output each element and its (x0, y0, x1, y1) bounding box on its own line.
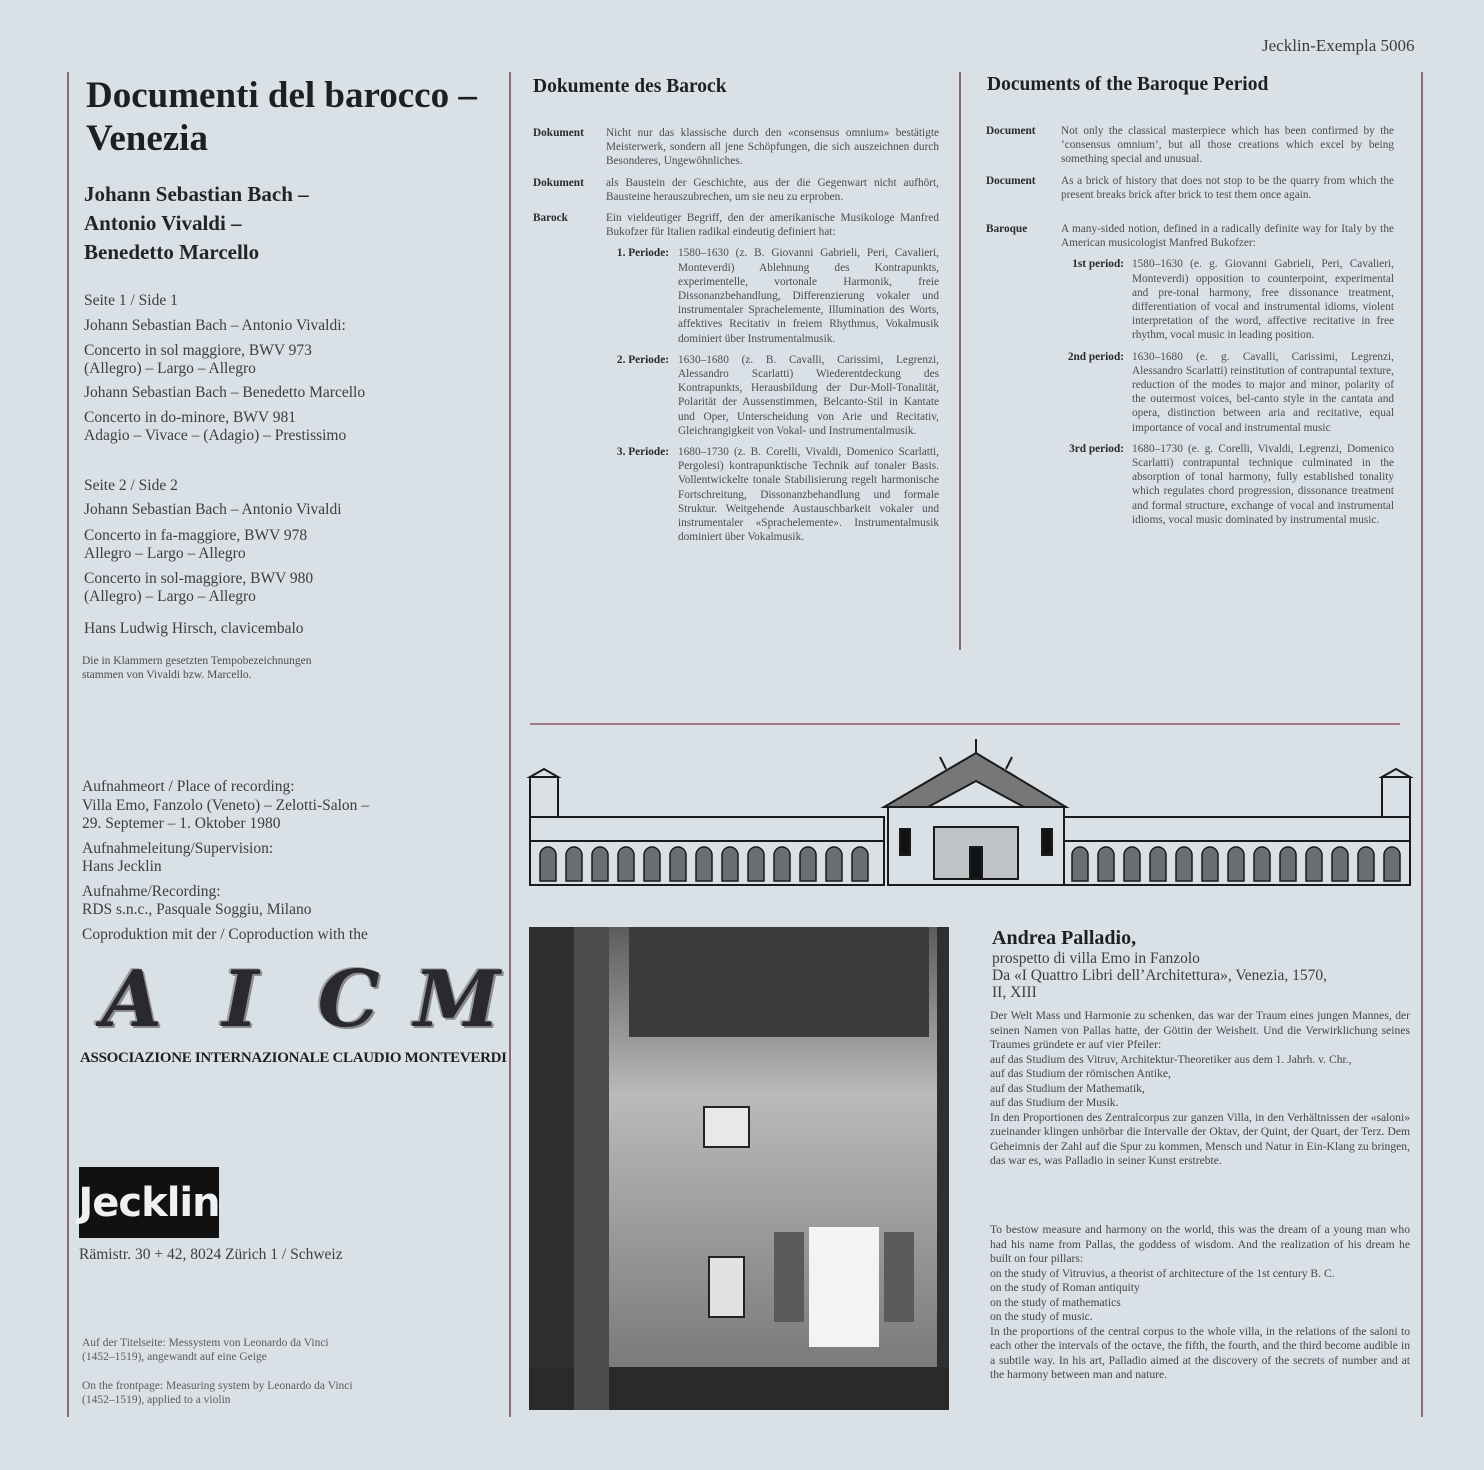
period-row (533, 353, 939, 438)
side1-work2-movements: Adagio – Vivace – (Adagio) – Prestissimo (84, 427, 347, 444)
palladio-subtitle-1: prospetto di villa Emo in Fanzolo (992, 950, 1200, 967)
composers (84, 180, 309, 267)
definition-row (986, 174, 1394, 202)
villa-emo-salon-photo (529, 927, 949, 1410)
recording-label: Aufnahme/Recording: (82, 882, 221, 900)
jecklin-logo: Jecklin (79, 1167, 219, 1238)
period-label: 3rd period: (1069, 442, 1124, 455)
palladio-de-pillar: auf das Studium des Vitruv, Architektur-Theoretiker aus dem 1. Jahrh. v. Chr., (990, 1052, 1352, 1066)
palladio-title: Andrea Palladio, (992, 927, 1137, 949)
cover-credit-english (82, 1379, 502, 1407)
period-row (533, 246, 939, 345)
side1-label: Seite 1 / Side 1 (84, 292, 178, 309)
aicm-letter-m: M (413, 953, 501, 1045)
palladio-german-text (990, 1009, 1410, 1169)
definition-term: Dokument (533, 127, 584, 139)
palladio-subtitle (992, 950, 1412, 1001)
cover-credit-german (82, 1336, 502, 1364)
aicm-letter-c: C (317, 953, 380, 1045)
tempo-note-line-2: stammen von Vivaldi bzw. Marcello. (82, 669, 252, 681)
catalog-number: Jecklin-Exempla 5006 (1262, 36, 1415, 55)
palladio-en-paragraph: In the proportions of the central corpus to the whole villa, in the relations of the saloni to each other the intervals of the octave, the fifth, the fourth, and the third become audible in a subtile way. In his art, Palladio aimed at the discovery of the secrets of number and at the harmony between man and nature. (990, 1324, 1410, 1381)
period-text: 1680–1730 (z. B. Corelli, Vivaldi, Domenico Scarlatti, Pergolesi) kontrapunktische Technik auf tonaler Basis. Vollentwickelte tonale Stabilisierung regelt harmonische Fortschreitung, Dissonanzbehandlung und formale Struktur. Weitgehende Austauschbarkeit vokaler und instrumentaler «Sprachelemente». Instrumentalmusik dominiert über Vokalmusik. (678, 446, 939, 544)
side1-work2-composer: Johann Sebastian Bach – Benedetto Marcello (84, 384, 366, 401)
definition-text: Nicht nur das klassische durch den «consensus omnium» bestätigte Meisterwerk, sondern all jene Schöpfungen, die sich auszeichnen durch Besonderes, Ungewöhnliches. (606, 127, 939, 168)
period-text: 1580–1630 (e. g. Giovanni Gabrieli, Peri, Cavalieri, Monteverdi) opposition to counterpoint, experimental and pre-tonal harmony, free dissonance treatment, differentiation of vocal and instrumental idioms, violent interpretation of the word, affective recitative in free rhythm, vocal music in leading position. (1132, 258, 1394, 342)
definition-term: Document (986, 125, 1036, 137)
definition-row (533, 176, 939, 204)
side2-composer: Johann Sebastian Bach – Antonio Vivaldi (84, 501, 342, 518)
period-label: 1st period: (1072, 258, 1124, 271)
definition-term: Document (986, 174, 1036, 187)
aicm-monogram (82, 955, 507, 1045)
composer-marcello: Benedetto Marcello (84, 240, 260, 264)
definition-row (533, 126, 939, 169)
definition-text: Not only the classical masterpiece which has been confirmed by the ‘consensus omnium’, but all those creations which excel by being something special and unusual. (1061, 125, 1394, 166)
recording-info (82, 778, 512, 950)
definition-term: Barock (533, 212, 568, 225)
period-row (533, 445, 939, 544)
definition-text: als Baustein der Geschichte, aus der die Gegenwart nicht aufhört, Bausteine herauszubrechen, um sie neu zu erproben. (606, 176, 939, 203)
composer-vivaldi: Antonio Vivaldi – (84, 211, 242, 235)
palladio-english-text (990, 1223, 1410, 1383)
palladio-de-pillar: auf das Studium der Musik. (990, 1096, 1119, 1109)
label-address: Rämistr. 30 + 42, 8024 Zürich 1 / Schweiz (79, 1246, 343, 1263)
side1-work1-composer: Johann Sebastian Bach – Antonio Vivaldi: (84, 317, 346, 334)
cover-credit-en-line-2: (1452–1519), applied to a violin (82, 1394, 231, 1406)
palladio-subtitle-2: Da «I Quattro Libri dell’Architettura», Venezia, 1570, (992, 967, 1328, 984)
period-text: 1630–1680 (z. B. Cavalli, Carissimi, Legrenzi, Alessandro Scarlatti) Wiederentdeckung des Kontrapunkts, Herausbildung der Dur-Moll-Tonalität, Polarität der Aussenstimmen, Belcanto-Stil in Kantate und Oper, Unterscheidung von Arie und Recitativ, Gleichrangigkeit von Vokal- und Instrumentalmusik. (678, 353, 939, 437)
definition-term: Baroque (986, 223, 1028, 236)
palladio-de-paragraph: In den Proportionen des Zentralcorpus zur ganzen Villa, in den Verhältnissen der «saloni» zueinander klingen unhörbar die Intervalle der Oktav, der Quint, der Quart, der Terz. Dem Geheimnis der Zahl auf die Spur zu kommen, Mensch und Natur in Ein-Klang zu bringen, das war es, was Palladio in seiner Kunst erstrebte. (990, 1110, 1410, 1167)
palladio-de-paragraph: Der Welt Mass und Harmonie zu schenken, das war der Traum eines jungen Mannes, der seinen Namen von Pallas hatte, der Göttin der Weisheit. Und die Verwirklichung seines Traumes gründete er auf vier Pfeiler: (990, 1009, 1410, 1051)
aicm-letter-i: I (222, 953, 259, 1045)
english-definitions (986, 124, 1394, 534)
supervision-label: Aufnahmeleitung/Supervision: (82, 839, 274, 857)
tempo-note-line-1: Die in Klammern gesetzten Tempobezeichnungen (82, 655, 312, 667)
performer: Hans Ludwig Hirsch, clavicembalo (84, 620, 304, 637)
composer-bach: Johann Sebastian Bach – (84, 182, 309, 206)
palladio-de-pillar: auf das Studium der römischen Antike, (990, 1067, 1171, 1080)
cover-credit-en-line-1: On the frontpage: Measuring system by Leonardo da Vinci (82, 1380, 353, 1392)
supervision-value: Hans Jecklin (82, 858, 162, 875)
period-row (986, 350, 1394, 435)
side1-work2-title: Concerto in do-minore, BWV 981 (84, 409, 296, 426)
period-text: 1680–1730 (e. g. Corelli, Vivaldi, Legrenzi, Domenico Scarlatti) contrapuntal technique culminated in the absorption of tonal harmony, fully established tonality which regulates chord progression, dissonance treatment and formal structure, exchange of vocal and instrumental idioms, vocal music dominated by instrumental music. (1132, 442, 1394, 526)
palladio-en-pillar: on the study of Roman antiquity (990, 1281, 1140, 1294)
german-definitions (533, 126, 939, 551)
period-text: 1580–1630 (z. B. Giovanni Gabrieli, Peri, Cavalieri, Monteverdi) Ablehnung des Kontrapunkts, experimentelle, vortonale Harmonik, freie Dissonanzbehandlung, Differenzierung vokaler und instrumentaler Sprachelemente, Illumination des Worts, affektives Recitativ in freiem Rhythmus, Vokalmusik dominiert über Instrumentalmusik. (678, 247, 939, 345)
right-rule (1421, 72, 1423, 1417)
palladio-en-pillar: on the study of music. (990, 1310, 1093, 1323)
villa-emo-drawing (526, 735, 1414, 890)
section-rule (530, 723, 1400, 725)
palladio-en-paragraph: To bestow measure and harmony on the world, this was the dream of a young man who had his name from Pallas, the goddess of wisdom. And the realization of his dream he built on four pillars: (990, 1223, 1410, 1265)
palladio-de-pillar: auf das Studium der Mathematik, (990, 1081, 1145, 1095)
german-heading: Dokumente des Barock (533, 76, 727, 97)
recording-value: RDS s.n.c., Pasquale Soggiu, Milano (82, 901, 312, 918)
definition-text: A many-sided notion, defined in a radically definite way for Italy by the American musicologist Manfred Bukofzer: (1061, 223, 1394, 250)
cover-credit-de-line-2: (1452–1519), angewandt auf eine Geige (82, 1351, 267, 1363)
definition-row (986, 124, 1394, 167)
side2-work1-movements: Allegro – Largo – Allegro (84, 545, 246, 562)
cover-credit-de-line-1: Auf der Titelseite: Messystem von Leonardo da Vinci (82, 1337, 329, 1349)
column-divider-2 (959, 72, 961, 650)
period-label: 2nd period: (1067, 350, 1124, 363)
side2-work2-movements: (Allegro) – Largo – Allegro (84, 588, 256, 605)
definition-term: Dokument (533, 176, 584, 189)
place-line-1: Villa Emo, Fanzolo (Veneto) – Zelotti-Salon – (82, 796, 370, 814)
period-label: 2. Periode: (616, 353, 669, 366)
definition-row (533, 211, 939, 239)
side1-work1-title: Concerto in sol maggiore, BWV 973 (84, 342, 312, 359)
period-text: 1630–1680 (e. g. Cavalli, Carissimi, Legrenzi, Alessandro Scarlatti) reinstitution of contrapuntal texture, reduction of the modes to major and minor, polarity of the outermost voices, bel-canto style in the cantata and opera, distinction between aria and recitative, equal importance of vocal and instrumental music (1132, 350, 1394, 434)
period-row (986, 442, 1394, 527)
album-title (86, 74, 516, 160)
english-heading: Documents of the Baroque Period (987, 74, 1269, 95)
tempo-note (82, 654, 502, 682)
side1-work1-movements: (Allegro) – Largo – Allegro (84, 360, 256, 377)
column-divider-1 (509, 72, 511, 1417)
aicm-letter-a: A (101, 953, 163, 1045)
coproduction-text: Coproduktion mit der / Coproduction with the (82, 925, 368, 943)
definition-text: Ein vieldeutiger Begriff, den der amerikanische Musikologe Manfred Bukofzer für Italien radikal eindeutig definiert hat: (606, 212, 939, 239)
album-title-line-1: Documenti del barocco – (86, 75, 477, 116)
side2-work2-title: Concerto in sol-maggiore, BWV 980 (84, 570, 314, 587)
period-row (986, 257, 1394, 342)
left-rule (67, 72, 69, 1417)
aicm-name: ASSOCIAZIONE INTERNAZIONALE CLAUDIO MONTEVERDI (80, 1050, 507, 1066)
place-label: Aufnahmeort / Place of recording: (82, 778, 295, 795)
side2-work1-title: Concerto in fa-maggiore, BWV 978 (84, 527, 308, 544)
definition-row (986, 222, 1394, 250)
side2-label: Seite 2 / Side 2 (84, 477, 178, 494)
palladio-subtitle-3: II, XIII (992, 984, 1037, 1001)
place-line-2: 29. Septemer – 1. Oktober 1980 (82, 815, 281, 832)
period-label: 3. Periode: (616, 446, 669, 459)
period-label: 1. Periode: (616, 247, 669, 260)
definition-text: As a brick of history that does not stop to be the quarry from which the present breaks brick after brick to test them once again. (1061, 174, 1394, 201)
album-title-line-2: Venezia (86, 118, 208, 159)
palladio-en-pillar: on the study of mathematics (990, 1295, 1121, 1309)
palladio-en-pillar: on the study of Vitruvius, a theorist of architecture of the 1st century B. C. (990, 1266, 1335, 1280)
